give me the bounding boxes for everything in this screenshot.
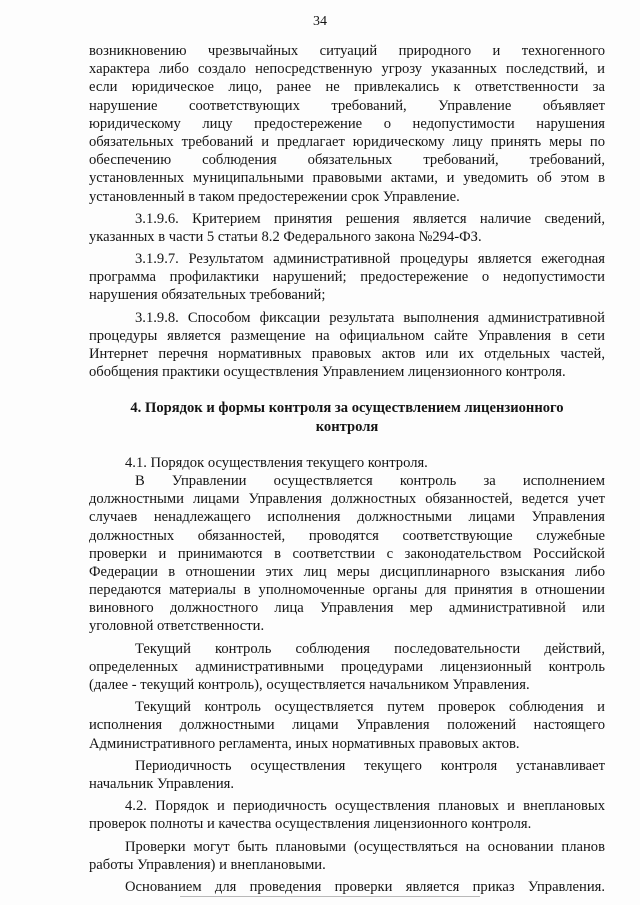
- text-line: Основанием для проведения проверки является приказ Управления.: [125, 878, 605, 895]
- section-heading: [89, 399, 605, 435]
- text-line: нарушение соответствующих требований, Управление объявляет: [89, 97, 605, 114]
- text-line: программа профилактики нарушений; предостережение о недопустимости: [89, 269, 605, 286]
- text-line: проверки и принимаются в соответствии с законодательством Российской: [89, 545, 605, 562]
- text-line: Текущий контроль соблюдения последовательности действий,: [135, 640, 605, 657]
- paragraph-3-1-9-7: [89, 250, 605, 305]
- text-line: 3.1.9.8. Способом фиксации результата выполнения административной: [135, 309, 605, 326]
- paragraph-periodicity: [89, 757, 605, 793]
- text-line: работы Управления) и внеплановыми.: [89, 856, 326, 873]
- heading-line: 4. Порядок и формы контроля за осуществлением лицензионного: [130, 400, 564, 417]
- text-line: (далее - текущий контроль), осуществляется начальником Управления.: [89, 677, 530, 693]
- text-line: Проверки могут быть плановыми (осуществляться на основании планов: [125, 838, 605, 855]
- text-line: исполнения должностными лицами Управления положений настоящего: [89, 717, 605, 734]
- text-line: Федерации в отношении этих лиц меры дисциплинарного взыскания либо: [89, 563, 605, 580]
- text-line: установленных муниципальными правовыми актами, и уведомить об этом в: [89, 170, 605, 187]
- text-line: Интернет перечня нормативных правовых актов или их отдельных частей,: [89, 346, 605, 362]
- paragraph-current-control-method: [89, 698, 605, 753]
- paragraph-3-1-9-8: [89, 309, 605, 382]
- text-line: 4.2. Порядок и периодичность осуществления плановых и внеплановых: [125, 798, 605, 815]
- text-line: начальник Управления.: [89, 775, 235, 792]
- text-line: виновного должностного лица Управления мер административной или: [89, 600, 605, 617]
- text-line: установленный в таком предостережении срок Управление.: [89, 188, 460, 205]
- text-line: случаев ненадлежащего исполнения должностными лицами Управления: [89, 509, 605, 526]
- paragraph-checks: [89, 838, 605, 874]
- text-line: юридическому лицу предостережение о недопустимости нарушения: [89, 115, 605, 132]
- paragraph-continuation: [89, 42, 605, 206]
- paragraph-4-1: [89, 454, 605, 472]
- text-line: определенных административными процедурами лицензионный контроль: [89, 658, 605, 675]
- text-line: 4.1. Порядок осуществления текущего контроля.: [125, 454, 428, 471]
- text-line: проверок полноты и качества осуществления лицензионного контроля.: [89, 816, 532, 833]
- paragraph-4-1-body: [89, 472, 605, 636]
- text-line: должностными лицами Управления должностных обязанностей, ведется учет: [89, 491, 605, 508]
- text-line: уголовной ответственности.: [89, 618, 265, 635]
- text-line: 3.1.9.7. Результатом административной процедуры является ежегодная: [135, 251, 605, 268]
- heading-line: контроля: [315, 418, 379, 435]
- text-line: указанных в части 5 статьи 8.2 Федерального закона №294-ФЗ.: [89, 228, 482, 245]
- text-line: обеспечению соблюдения обязательных требований, требований,: [89, 152, 605, 169]
- text-line: Административного регламента, иных нормативных правовых актов.: [89, 735, 520, 752]
- text-line: возникновению чрезвычайных ситуаций природного и техногенного: [89, 43, 605, 59]
- document-body: [89, 42, 605, 896]
- text-line: Периодичность осуществления текущего контроля устанавливает: [135, 757, 605, 774]
- text-line: передаются материалы в уполномоченные органы для принятия в отношении: [89, 582, 605, 599]
- paragraph-basis: [89, 878, 605, 896]
- text-line: если юридическое лицо, ранее не привлекались к ответственности за: [89, 79, 605, 96]
- page-number: 34: [313, 14, 327, 29]
- footer-rule: [180, 896, 480, 897]
- text-line: Текущий контроль осуществляется путем проверок соблюдения и: [135, 699, 605, 716]
- text-line: В Управлении осуществляется контроль за исполнением: [135, 472, 605, 489]
- text-line: нарушения обязательных требований;: [89, 287, 326, 304]
- text-line: характера либо создало непосредственную угрозу указанных последствий, и: [89, 61, 605, 78]
- text-line: обобщения практики осуществления Управлением лицензионного контроля.: [89, 364, 566, 381]
- text-line: должностных обязанностей, проводятся соответствующие служебные: [89, 527, 605, 544]
- text-line: процедуры является размещение на официальном сайте Управления в сети: [89, 327, 605, 344]
- text-line: обязательных требований и предлагает юридическому лицу принять меры по: [89, 133, 605, 150]
- paragraph-3-1-9-6: [89, 210, 605, 246]
- text-line: 3.1.9.6. Критерием принятия решения является наличие сведений,: [135, 210, 605, 227]
- paragraph-4-2: [89, 797, 605, 833]
- paragraph-current-control: [89, 640, 605, 695]
